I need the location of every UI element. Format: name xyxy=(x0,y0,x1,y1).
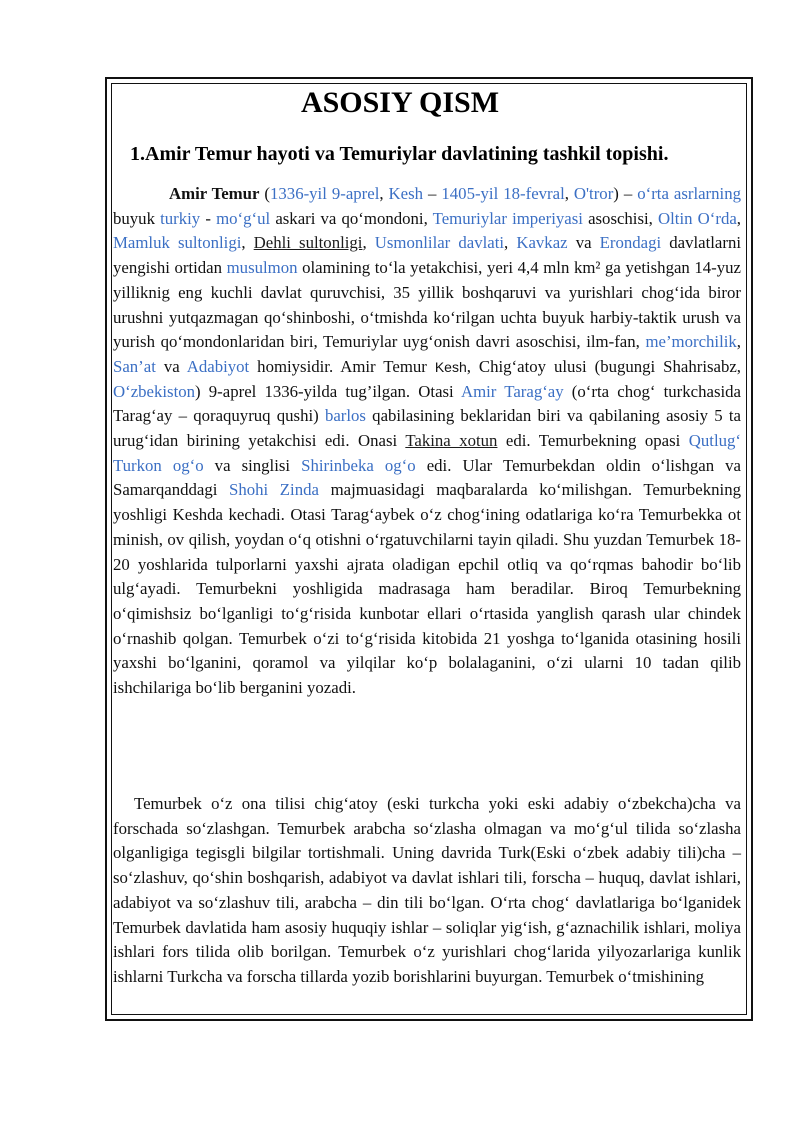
link-kesh[interactable]: Kesh xyxy=(388,184,424,203)
text: edi. Temurbekning opasi xyxy=(497,431,689,451)
text: qabilasining beklaridan biri va qabilaning asosiy 5 ta urug‘idan birining yetakchisi edi. Onasi xyxy=(113,406,741,451)
link-adabiyot[interactable]: Adabiyot xyxy=(186,356,250,376)
link-takina-xotun[interactable]: Takina xotun xyxy=(405,431,498,451)
text: ) 9-aprel 1336-yilda tug’ilgan. Otasi xyxy=(195,381,461,401)
link-erondagi[interactable]: Erondagi xyxy=(599,233,662,253)
text: , xyxy=(736,332,741,352)
text: ) – xyxy=(613,184,638,203)
text: – xyxy=(423,184,442,203)
text: , xyxy=(564,184,574,203)
text: , xyxy=(362,233,375,253)
paragraph-languages: Temurbek o‘z ona tilisi chig‘atoy (eski turkcha yoki eski adabiy o‘zbekcha)cha va forschada so‘zlashgan. Temurbek arabcha so‘zlasha olmagan va mo‘g‘ul tilida so‘zlasha olganligiga tegisgli bilgilar tortishmali. Uning davrida Turk(Eski o‘zbek adabiy tili)cha – so‘zlashuv, qo‘shin boshqarish, adabiyot va davlat ishlari tili, forscha – huquq, davlat ishlari, adabiyot va so‘zlashuv tili, arabcha – din tili bo‘lgan. O‘rta chog‘ davlatlariga bo‘lganidek Temurbek davlatida ham asosiy huquqiy ishlar – soliqlar yig‘ish, g‘aznachilik ishlari, moliya ishlari fors tilida olib borilgan. Temurbek o‘z yurishlari chog‘larida yilyozarlariga kunlik ishlarni Turkcha va forscha tillarda yozib borishlarini buyurgan. Temurbek o‘tmishining xyxy=(113,794,741,986)
amir-temur-name: Amir Temur xyxy=(169,184,260,203)
text: homiysidir. Amir Temur xyxy=(249,356,435,376)
text: , Chig‘atoy ulusi (bugungi Shahrisabz, xyxy=(466,356,741,376)
link-musulmon[interactable]: musulmon xyxy=(226,258,298,278)
kesh-text: Kesh xyxy=(434,358,467,375)
text: ( xyxy=(259,184,271,203)
text: , xyxy=(241,233,254,253)
link-temuriylar-imperiyasi[interactable]: Temuriylar imperiyasi xyxy=(432,208,583,228)
text: edi. Ular Temurbekdan oldin o‘lishgan va Samarqanddagi xyxy=(113,455,741,500)
link-mamluk-sultonligi[interactable]: Mamluk sultonligi xyxy=(113,233,242,253)
text: , xyxy=(379,184,389,203)
text: - xyxy=(200,208,217,228)
link-mogul[interactable]: mo‘g‘ul xyxy=(216,208,271,228)
link-otror[interactable]: O'tror xyxy=(573,184,614,203)
link-birth-date[interactable]: 1336-yil 9-aprel xyxy=(270,184,380,203)
link-qutlug-turkon-ogo[interactable]: Qutlug‘ Turkon og‘o xyxy=(113,431,741,475)
link-shohi-zinda[interactable]: Shohi Zinda xyxy=(229,480,319,500)
link-sanat[interactable]: San’at xyxy=(113,356,156,376)
text: , xyxy=(736,208,741,228)
text: olamining to‘la yetakchisi, yeri 4,4 mln km² ga yetishgan 14-yuz yilliknig eng kuchli davlat quruvchisi, 35 yillik boshqaruvi va yurishlari chog‘ida biror urushni yutqazmagan qo‘shinboshi, o‘tmishda ko‘rilgan uchta buyuk harbiy-taktik urush va yurish qo‘mondonlaridan biri, Temuriylar uyg‘onish davri asoschisi, ilm-fan, xyxy=(113,258,741,352)
text: va singlisi xyxy=(203,455,302,475)
link-kavkaz[interactable]: Kavkaz xyxy=(516,233,568,253)
text: davlatlarni yengishi ortidan xyxy=(113,233,742,278)
text: va xyxy=(155,356,187,376)
link-barlos[interactable]: barlos xyxy=(324,406,366,426)
link-turkiy[interactable]: turkiy xyxy=(160,208,201,228)
paragraph-biography xyxy=(113,182,741,701)
text: (o‘rta chog‘ turkchasida Tarag‘ay – qoraquyruq qushi) xyxy=(113,381,741,426)
link-oltin-orda[interactable]: Oltin O‘rda xyxy=(658,208,737,228)
link-ozbekiston[interactable]: O‘zbekiston xyxy=(113,381,196,401)
link-amir-taragay[interactable]: Amir Tarag‘ay xyxy=(460,381,564,401)
text: , xyxy=(504,233,517,253)
text: askari va qo‘mondoni, xyxy=(270,208,433,228)
link-dehli-sultonligi[interactable]: Dehli sultonligi xyxy=(253,233,363,253)
text: buyuk xyxy=(113,208,161,228)
link-shirinbeka-ogo[interactable]: Shirinbeka og‘o xyxy=(301,455,416,475)
text: majmuasidagi maqbaralarda ko‘milishgan. Temurbekning yoshligi Keshda kechadi. Otasi Tarag‘aybek o‘z chog‘ining odatlariga ko‘ra Temurbekka ot minish, ov qilish, yoydan o‘q otishni o‘rgatuvchilarni tayin qiladi. Shu yuzdan Temurbek 18-20 yoshlarida tulporlarni yaxshi ajrata oladigan epchil otliq va qo‘rqmas bahodir bo‘lib ulg‘ayadi. Temurbekni yoshligida madrasaga ham beradilar. Biroq Temurbekning o‘qimishsiz bo‘lganligi to‘g‘risida kunbotar ellari o‘rtasida yanglish qarash ular chindek o‘rnashib qolgan. Temurbek o‘zi to‘g‘risida kitobida 21 yoshga to‘lganida otasining hosili yaxshi bo‘lganini, qoramol va yilqilar ko‘p bolalaganini, o‘zi ularni 10 tadan qilib ishchilariga bo‘lib berganini yozadi. xyxy=(113,480,741,698)
chapter-title: 1.Amir Temur hayoti va Temuriylar davlatining tashkil topishi. xyxy=(130,143,669,165)
link-death-date[interactable]: 1405-yil 18-fevral xyxy=(441,184,565,203)
text: asoschisi, xyxy=(582,208,659,228)
section-heading: ASOSIY QISM xyxy=(300,86,500,119)
link-usmonlilar-davlati[interactable]: Usmonlilar davlati xyxy=(374,233,505,253)
link-memorchilik[interactable]: me’morchilik xyxy=(645,332,737,352)
link-orta-asrlar[interactable]: o‘rta asrlarning xyxy=(637,184,741,203)
text: va xyxy=(567,233,600,253)
